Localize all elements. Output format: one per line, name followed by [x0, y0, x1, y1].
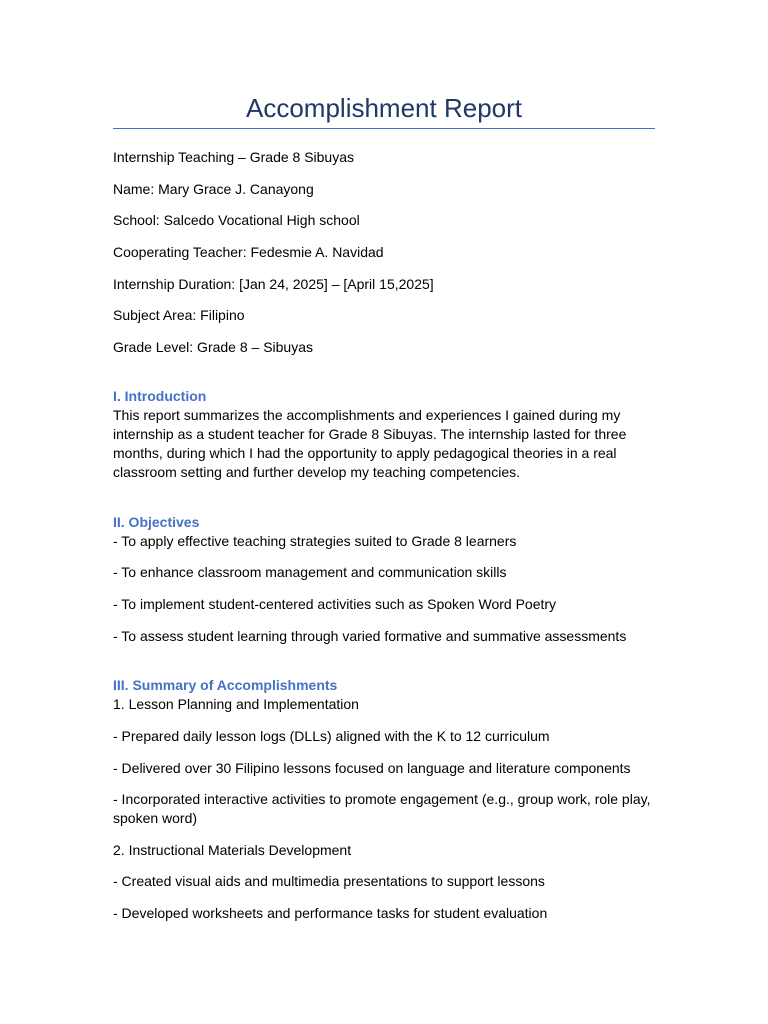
- objective-item: - To implement student-centered activities such as Spoken Word Poetry: [113, 596, 557, 612]
- objective-item: - To apply effective teaching strategies suited to Grade 8 learners: [113, 533, 517, 549]
- objective-item: - To enhance classroom management and communication skills: [113, 564, 507, 580]
- objective-item: - To assess student learning through varied formative and summative assessments: [113, 628, 627, 644]
- name-line: Name: Mary Grace J. Canayong: [113, 181, 314, 197]
- accomplishment-item: - Created visual aids and multimedia presentations to support lessons: [113, 873, 545, 889]
- school-line: School: Salcedo Vocational High school: [113, 212, 360, 228]
- program-line: Internship Teaching – Grade 8 Sibuyas: [113, 149, 355, 165]
- accomplishments-heading: III. Summary of Accomplishments: [113, 677, 338, 693]
- objectives-heading: II. Objectives: [113, 514, 200, 530]
- cooperating-teacher-line: Cooperating Teacher: Fedesmie A. Navidad: [113, 244, 384, 260]
- grade-level-line: Grade Level: Grade 8 – Sibuyas: [113, 339, 314, 355]
- document-title: Accomplishment Report: [246, 93, 522, 123]
- introduction-heading: I. Introduction: [113, 388, 207, 404]
- section1-title: 1. Lesson Planning and Implementation: [113, 696, 359, 712]
- subject-area-line: Subject Area: Filipino: [113, 307, 245, 323]
- section2-title: 2. Instructional Materials Development: [113, 842, 352, 858]
- introduction-body: This report summarizes the accomplishments and experiences I gained during my internship as a student teacher for Grade 8 Sibuyas. The internship lasted for three months, during which I had the opportunity to apply pedagogical theories in a real classroom setting and further develop my teaching competencies.: [113, 407, 627, 480]
- accomplishment-item: - Incorporated interactive activities to promote engagement (e.g., group work, role play, spoken word): [113, 791, 651, 826]
- accomplishment-item: - Prepared daily lesson logs (DLLs) aligned with the K to 12 curriculum: [113, 728, 550, 744]
- title-underline: [113, 128, 655, 129]
- accomplishment-item: - Delivered over 30 Filipino lessons focused on language and literature components: [113, 760, 631, 776]
- accomplishment-item: - Developed worksheets and performance tasks for student evaluation: [113, 905, 548, 921]
- duration-line: Internship Duration: [Jan 24, 2025] – [April 15,2025]: [113, 276, 434, 292]
